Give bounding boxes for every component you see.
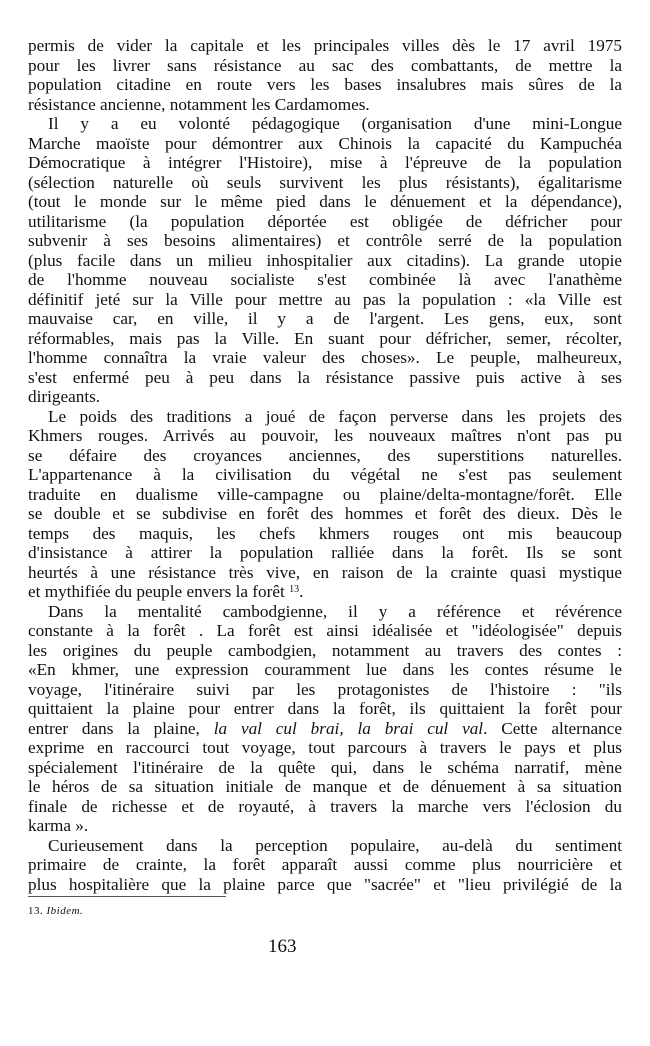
text-line: temps des maquis, les chefs khmers rouges ont mis beaucoup (28, 523, 622, 543)
footnote-reference: 13 (289, 584, 300, 595)
text-line: résistance ancienne, notamment les Cardamomes. (28, 94, 370, 114)
text-line: d'insistance à attirer la population ralliée dans la forêt. Ils se sont (28, 543, 622, 562)
text-line: karma ». (28, 816, 89, 835)
text-line: finale de richesse et de royauté, à travers la marche vers l'éclosion du (28, 796, 622, 816)
footnote-text: Ibidem. (46, 905, 84, 917)
text-line: définitif jeté sur la Ville pour mettre au pas la population : «la Ville est (28, 289, 622, 309)
text-line: de l'homme nouveau socialiste s'est combinée là avec l'anathème (28, 270, 622, 289)
text-line: Démocratique à intégrer l'Histoire), mise à l'épreuve de la population (28, 153, 622, 172)
text-line: mauvaise car, en ville, il y a de l'argent. Les gens, eux, sont (28, 309, 622, 328)
text-line: l'homme connaîtra la vraie valeur des choses». Le peuple, malheureux, (28, 348, 622, 367)
text-line: se double et se subdivise en forêt des hommes et forêt des dieux. Dès le (28, 504, 622, 523)
text-line: se défaire des croyances anciennes, des superstitions naturelles. (28, 445, 622, 465)
paragraph (28, 602, 622, 836)
footnote (28, 905, 83, 917)
text-line: subvenir à ses besoins alimentaires) et contrôle serré de la population (28, 231, 622, 250)
text-line: traduite en dualisme ville-campagne ou plaine/delta-montagne/forêt. Elle (28, 484, 622, 504)
text-line: Il y a eu volonté pédagogique (organisation d'une mini-Longue (48, 114, 622, 133)
text-line: «En khmer, une expression couramment lue dans les contes résume le (28, 660, 622, 679)
text-line: population citadine en route vers les bases insalubres mais sûres de la (28, 75, 622, 94)
text-line: (tout le monde sur le même pied dans le dénuement et la dépendance), (28, 192, 622, 211)
text-line: voyage, l'itinéraire suivi par les protagonistes de l'histoire : "ils (28, 679, 622, 699)
text-line: quittaient la plaine pour entrer dans la forêt, ils quittaient la forêt pour (28, 699, 622, 718)
text-line (28, 582, 622, 602)
text-line: Marche maoïste pour démontrer aux Chinois la capacité du Kampuchéa (28, 133, 622, 153)
text-line: réformables, mais pas la Ville. En suant pour défricher, semer, récolter, (28, 328, 622, 348)
text-line: Le poids des traditions a joué de façon perverse dans les projets des (48, 406, 622, 426)
text-line: utilitarisme (la population déportée est obligée de défricher pour (28, 211, 622, 231)
text-segment: entrer dans la plaine, (28, 718, 214, 738)
footnote-number: 13. (28, 905, 44, 917)
text-line: dirigeants. (28, 387, 101, 406)
text-segment: . Cette alternance (483, 718, 622, 738)
text-segment: et mythifiée du peuple envers la forêt (28, 582, 290, 601)
text-line: le héros de sa situation initiale de manque et de dénuement à sa situation (28, 777, 622, 796)
text-line: primaire de crainte, la forêt apparaît aussi comme plus nourricière et (28, 855, 622, 874)
text-line: Khmers rouges. Arrivés au pouvoir, les nouveaux maîtres n'ont pas pu (28, 426, 622, 445)
text-line: plus hospitalière que la plaine parce que "sacrée" et "lieu privilégié de la (28, 874, 622, 894)
text-line: permis de vider la capitale et les principales villes dès le 17 avril 1975 (28, 36, 622, 55)
text-line: (sélection naturelle où seuls survivent les plus résistants), égalitarisme (28, 172, 622, 192)
text-line: L'appartenance à la civilisation du végétal ne s'est pas seulement (28, 465, 622, 484)
paragraph (28, 36, 622, 114)
text-line: heurtés à une résistance très vive, en raison de la crainte quasi mystique (28, 562, 622, 582)
text-segment: . (299, 582, 304, 601)
paragraph (28, 407, 622, 602)
italic-text: la val cul brai, la brai cul val (213, 718, 484, 738)
text-line: les origines du peuple cambodgien, notamment au travers des contes : (28, 640, 622, 660)
paragraph (28, 114, 622, 407)
text-line: Dans la mentalité cambodgienne, il y a référence et révérence (48, 601, 622, 621)
text-line: (plus facile dans un milieu inhospitalier aux citadins). La grande utopie (28, 250, 622, 270)
footnote-divider (28, 896, 226, 897)
body-text (28, 36, 622, 894)
text-line: exprime en raccourci tout voyage, tout parcours à travers le pays et plus (28, 738, 622, 757)
text-line: constante à la forêt . La forêt est ainsi idéalisée et "idéologisée" depuis (28, 621, 622, 640)
paragraph (28, 836, 622, 895)
text-line (28, 719, 622, 739)
text-line: Curieusement dans la perception populaire, au-delà du sentiment (48, 835, 622, 855)
text-line: s'est enfermé peu à peu dans la résistance passive puis active à ses (28, 367, 622, 387)
text-line: spécialement l'itinéraire de la quête qui, dans le schéma narratif, mène (28, 757, 622, 777)
page-number: 163 (268, 936, 297, 957)
text-line: pour les livrer sans résistance au sac des combattants, de mettre la (28, 55, 622, 75)
